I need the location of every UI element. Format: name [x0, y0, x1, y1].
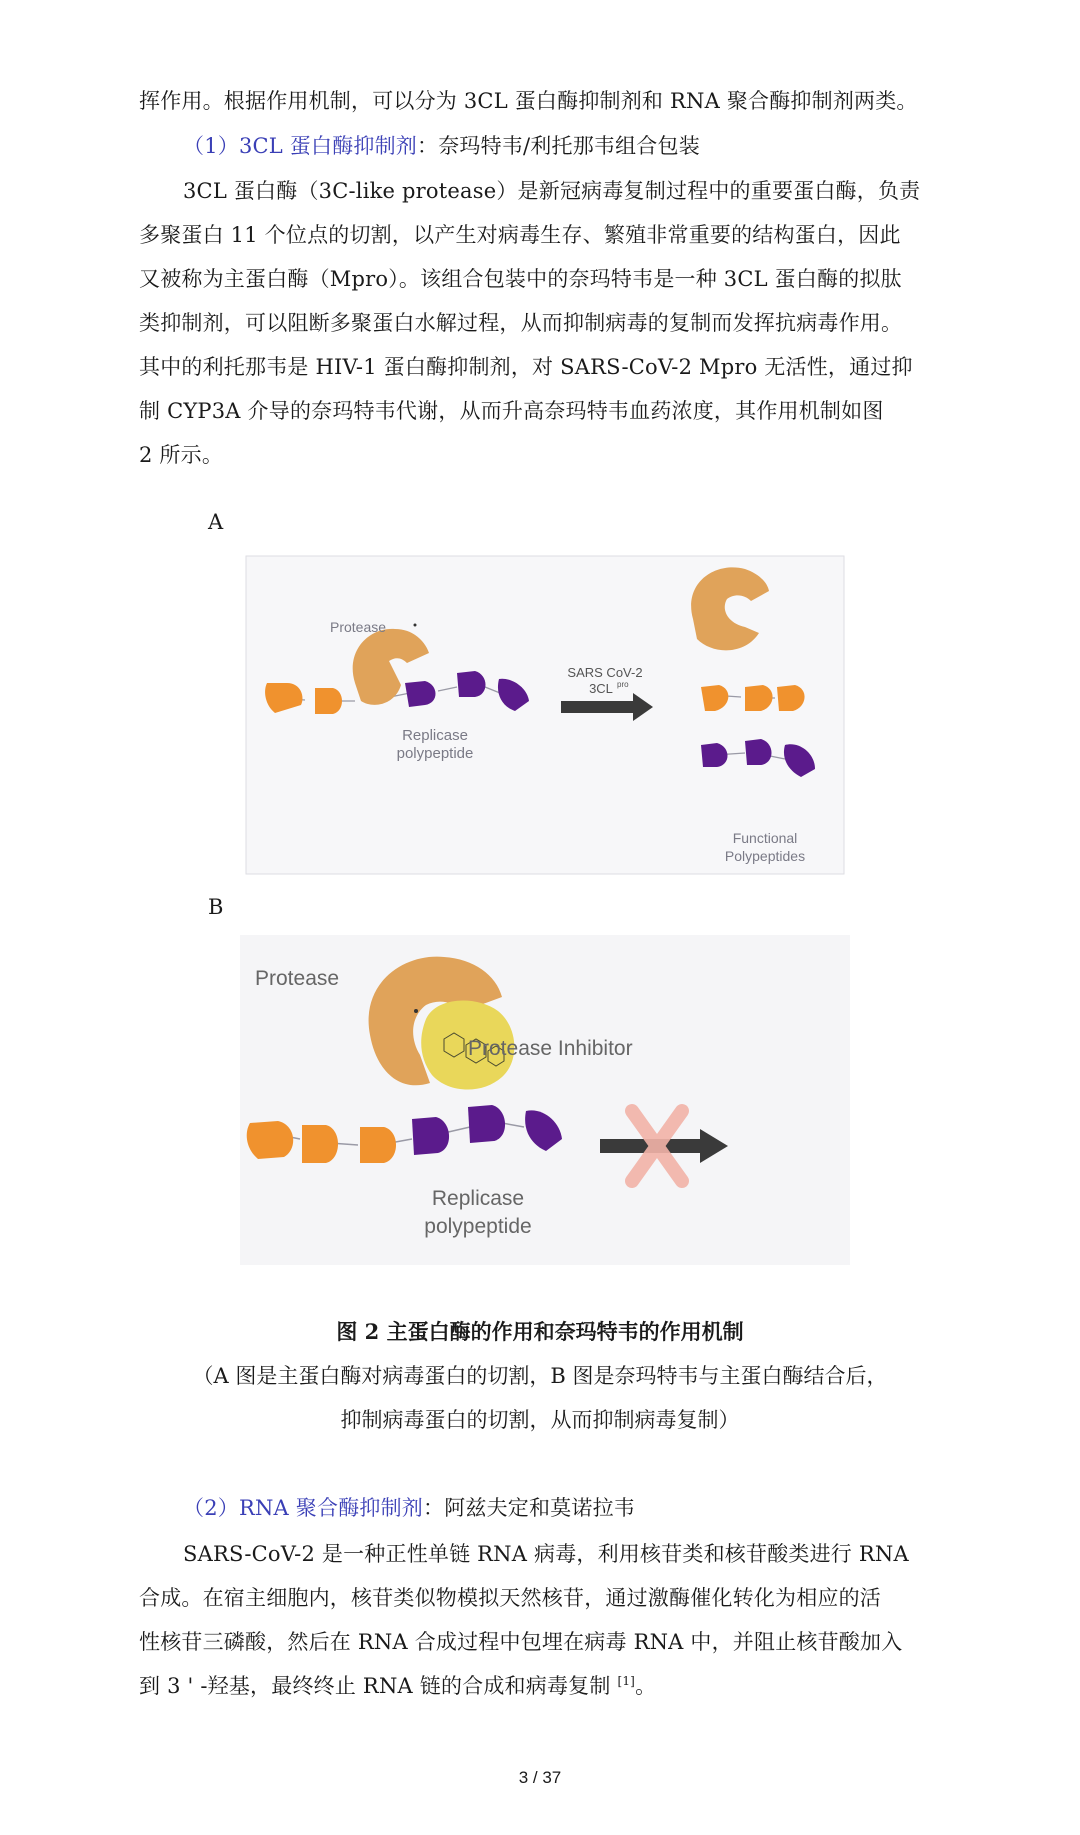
paragraph-line: 其中的利托那韦是 HIV-1 蛋白酶抑制剂，对 SARS-CoV-2 Mpro 无活性，通过抑	[139, 355, 913, 379]
protease-label: Protease	[255, 967, 340, 990]
arrow-label-sup: pro	[617, 680, 629, 689]
text-line: 挥作用。根据作用机制，可以分为 3CL 蛋白酶抑制剂和 RNA 聚合酶抑制剂两类。	[139, 89, 918, 113]
orange-segment	[315, 688, 342, 714]
panel-a-background	[246, 556, 844, 874]
paragraph-line: 类抑制剂，可以阻断多聚蛋白水解过程，从而抑制病毒的复制而发挥抗病毒作用。	[139, 311, 903, 335]
panel-a-label: A	[208, 510, 224, 534]
heading-rest: ：奈玛特韦/利托那韦组合包装	[417, 134, 700, 158]
heading-blue-part: （2）RNA 聚合酶抑制剂	[183, 1496, 423, 1520]
arrow-label-1: SARS CoV-2	[567, 665, 643, 680]
figure-caption-title: 图 2 主蛋白酶的作用和奈玛特韦的作用机制	[336, 1319, 744, 1344]
citation-link[interactable]: [1]	[617, 1674, 636, 1688]
paragraph-line: 合成。在宿主细胞内，核苷类似物模拟天然核苷，通过激酶催化转化为相应的活	[139, 1586, 881, 1610]
figure-panel-a	[245, 555, 845, 875]
polypeptides-label: Polypeptides	[724, 848, 806, 864]
end-mark: 。	[635, 1674, 657, 1698]
paragraph-line: 2 所示。	[139, 443, 224, 467]
replicase-label: Replicase	[402, 727, 468, 744]
orange-segment	[360, 1127, 396, 1163]
replicase-label: Replicase	[431, 1187, 525, 1210]
paragraph-line: 又被称为主蛋白酶（Mpro）。该组合包装中的奈玛特韦是一种 3CL 蛋白酶的拟肽	[139, 267, 902, 291]
paragraph-line	[139, 1670, 949, 1700]
orange-segment	[247, 1121, 293, 1159]
section-heading-rna	[183, 1492, 993, 1522]
panel-b-label: B	[208, 895, 224, 919]
arrow-label-2: 3CL	[589, 681, 613, 696]
paragraph-text: 到 3 ' -羟基，最终终止 RNA 链的合成和病毒复制	[139, 1674, 611, 1698]
figure-caption-line: （A 图是主蛋白酶对病毒蛋白的切割，B 图是奈玛特韦与主蛋白酶结合后，	[192, 1364, 888, 1388]
figure-panel-b	[240, 935, 850, 1265]
section-heading-3cl	[183, 130, 993, 160]
paragraph-line: 3CL 蛋白酶（3C-like protease）是新冠病毒复制过程中的重要蛋白酶，负责	[183, 179, 921, 203]
polypeptide-label: polypeptide	[424, 1215, 532, 1238]
figure-caption-line: 抑制病毒蛋白的切割，从而抑制病毒复制）	[340, 1408, 740, 1432]
dot-mark	[414, 1009, 418, 1013]
page-number: 3 / 37	[518, 1768, 562, 1787]
purple-segment	[468, 1105, 505, 1143]
protease-label: Protease	[330, 619, 387, 635]
paragraph-line: SARS-CoV-2 是一种正性单链 RNA 病毒，利用核苷类和核苷酸类进行 RNA	[183, 1542, 909, 1566]
paragraph-line: 制 CYP3A 介导的奈玛特韦代谢，从而升高奈玛特韦血药浓度，其作用机制如图	[139, 399, 884, 423]
arrow-shaft	[561, 701, 635, 713]
purple-segment	[745, 739, 772, 765]
orange-segment	[302, 1125, 338, 1163]
inhibitor-label: Protease Inhibitor	[468, 1037, 633, 1060]
heading-rest: ：阿兹夫定和莫诺拉韦	[423, 1496, 635, 1520]
paragraph-line: 多聚蛋白 11 个位点的切割，以产生对病毒生存、繁殖非常重要的结构蛋白，因此	[139, 223, 901, 247]
polypeptide-label: polypeptide	[396, 745, 474, 762]
functional-label: Functional	[732, 830, 798, 846]
heading-blue-part: （1）3CL 蛋白酶抑制剂	[183, 134, 418, 158]
dot-mark	[414, 624, 417, 627]
purple-segment	[412, 1117, 449, 1155]
paragraph-line: 性核苷三磷酸，然后在 RNA 合成过程中包埋在病毒 RNA 中，并阻止核苷酸加入	[139, 1630, 903, 1654]
purple-segment	[457, 671, 486, 697]
